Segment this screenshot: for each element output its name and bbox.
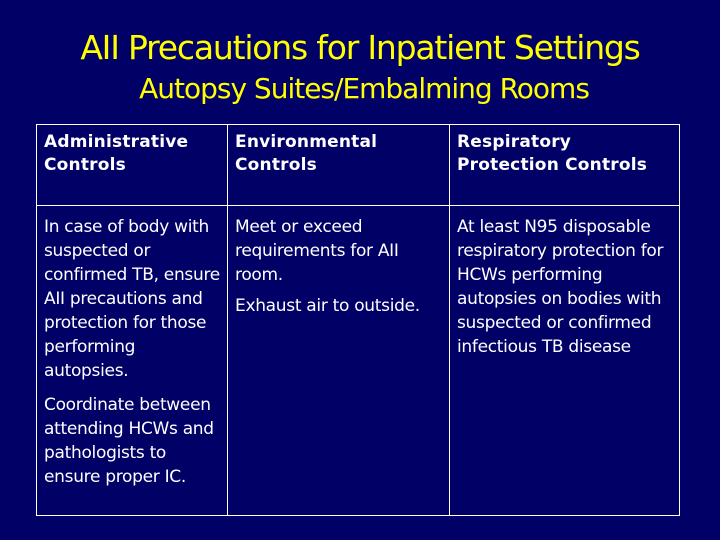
header-administrative-controls: Administrative Controls	[37, 125, 228, 206]
header-environmental-controls: Environmental Controls	[228, 125, 450, 206]
environmental-paragraph: Meet or exceed requirements for AII room.	[235, 217, 399, 285]
header-respiratory-protection-controls: Respiratory Protection Controls	[450, 125, 680, 206]
environmental-controls-cell	[228, 206, 450, 516]
environmental-paragraph: Exhaust air to outside.	[235, 296, 420, 316]
controls-table	[36, 124, 680, 516]
table-header-row	[37, 125, 680, 206]
administrative-controls-cell	[37, 206, 228, 516]
respiratory-controls-cell	[450, 206, 680, 516]
slide-title: AII Precautions for Inpatient Settings	[80, 28, 640, 67]
respiratory-paragraph: At least N95 disposable respiratory protection for HCWs performing autopsies on bodies with suspected or confirmed infectious TB disease	[457, 217, 664, 357]
slide-subtitle: Autopsy Suites/Embalming Rooms	[139, 72, 589, 105]
table-row	[37, 206, 680, 516]
administrative-paragraph: Coordinate between attending HCWs and pathologists to ensure proper IC.	[44, 395, 214, 487]
administrative-paragraph: In case of body with suspected or confirmed TB, ensure AII precautions and protection for those performing autopsies.	[44, 217, 220, 381]
